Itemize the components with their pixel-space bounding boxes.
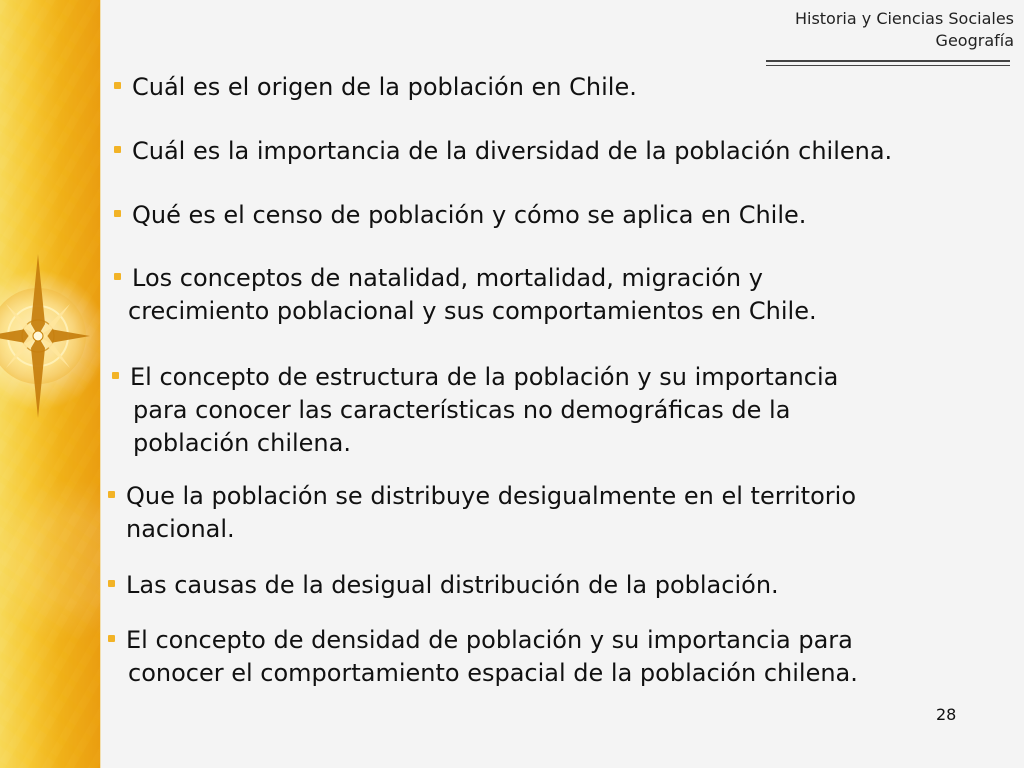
- bullet-item-diversity: [114, 135, 892, 168]
- bullet-text-continuation: para conocer las características no demográficas de la: [133, 396, 791, 424]
- bullet-text: El concepto de estructura de la población y su importancia: [130, 363, 839, 391]
- header-divider: [766, 60, 1010, 66]
- bullet-marker: [114, 146, 121, 153]
- bullet-marker: [108, 635, 115, 642]
- bullet-item-census: [114, 199, 806, 232]
- decorative-left-strip: [0, 0, 101, 768]
- bullet-marker: [114, 82, 121, 89]
- bullet-marker: [108, 491, 115, 498]
- bullet-marker: [114, 273, 121, 280]
- bullet-text: Las causas de la desigual distribución de la población.: [126, 571, 779, 599]
- bullet-item-distribution-causes: [108, 569, 779, 602]
- page-number: 28: [936, 705, 957, 724]
- header-area: Geografía: [935, 31, 1014, 50]
- slide-header: [795, 8, 1014, 52]
- bullet-item-population-structure: [112, 361, 838, 460]
- bullet-marker: [112, 372, 119, 379]
- bullet-item-origin: [114, 71, 637, 104]
- bullet-item-density: [108, 624, 858, 690]
- bullet-marker: [108, 580, 115, 587]
- bullet-text-continuation: conocer el comportamiento espacial de la población chilena.: [128, 659, 858, 687]
- bullet-text: Que la población se distribuye desigualmente en el territorio: [126, 482, 856, 510]
- compass-rose-icon: [0, 248, 101, 418]
- strip-divider: [100, 0, 101, 768]
- bullet-text: Cuál es la importancia de la diversidad de la población chilena.: [132, 137, 893, 165]
- header-subject: Historia y Ciencias Sociales: [794, 9, 1014, 28]
- bullet-text-continuation: nacional.: [126, 515, 235, 543]
- bullet-text-continuation: población chilena.: [133, 429, 351, 457]
- bullet-text: Cuál es el origen de la población en Chile.: [132, 73, 637, 101]
- bullet-item-demographics: [114, 262, 817, 328]
- bullet-text: El concepto de densidad de población y su importancia para: [126, 626, 853, 654]
- bullet-text: Los conceptos de natalidad, mortalidad, migración y: [132, 264, 763, 292]
- bullet-marker: [114, 210, 121, 217]
- bullet-text: Qué es el censo de población y cómo se aplica en Chile.: [132, 201, 807, 229]
- bullet-text-continuation: crecimiento poblacional y sus comportamientos en Chile.: [128, 297, 817, 325]
- bullet-item-distribution: [108, 480, 856, 546]
